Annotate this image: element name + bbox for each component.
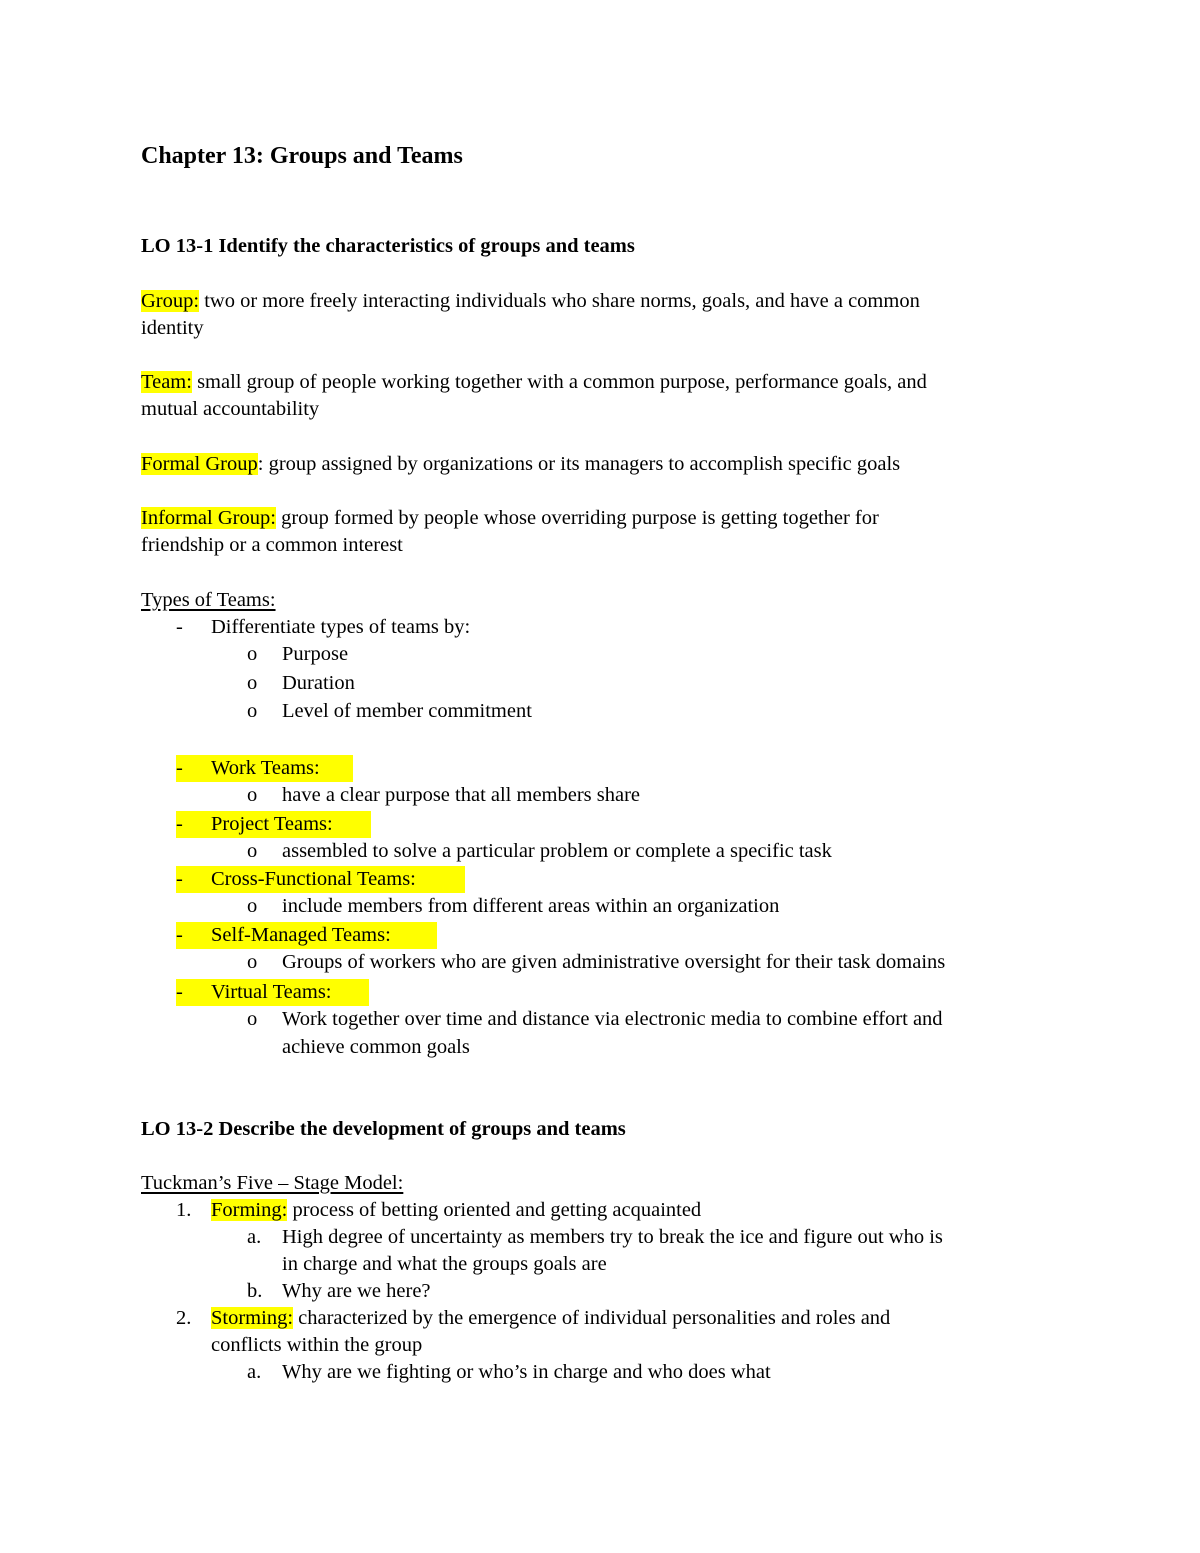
team-description-continuation: achieve common goals — [282, 1036, 470, 1058]
team-type-virtual-teams: - Virtual Teams: — [176, 979, 369, 1006]
stage-name-highlight: Forming: — [211, 1199, 288, 1221]
sub-item: Why are we fighting or who’s in charge and who does what — [282, 1361, 771, 1383]
team-description: assembled to solve a particular problem or complete a specific task — [282, 840, 832, 862]
sub-item: Why are we here? — [282, 1280, 431, 1302]
bullet-marker: o — [247, 784, 258, 806]
team-type-project-teams: - Project Teams: — [176, 811, 371, 838]
definition-continuation: identity — [141, 317, 204, 339]
team-type-cross-functional-teams: - Cross-Functional Teams: — [176, 866, 465, 893]
bullet-marker: o — [247, 951, 258, 973]
team-description: have a clear purpose that all members share — [282, 784, 641, 806]
stage-number: 2. — [176, 1307, 192, 1329]
definition-text: small group of people working together with a common purpose, performance goals, and — [191, 371, 927, 393]
term-informal-group: Informal Group: — [141, 507, 276, 529]
team-type-work-teams: - Work Teams: — [176, 755, 353, 782]
definition-continuation: friendship or a common interest — [141, 534, 403, 556]
bullet-marker: o — [247, 1008, 258, 1030]
sub-item: High degree of uncertainty as members try to break the ice and figure out who is — [282, 1226, 943, 1248]
definition-text: group assigned by organizations or its managers to accomplish specific goals — [263, 453, 901, 475]
section-heading-lo-13-2: LO 13-2 Describe the development of groups and teams — [141, 1118, 626, 1140]
stage-description-continuation: conflicts within the group — [211, 1334, 423, 1356]
dash-marker: - — [176, 616, 183, 638]
page-title: Chapter 13: Groups and Teams — [141, 143, 463, 169]
term-group: Group: — [141, 290, 200, 312]
differentiate-text: Differentiate types of teams by: — [211, 616, 471, 638]
definition-formal-group: Formal Group: group assigned by organizations or its managers to accomplish specific goals — [141, 453, 901, 475]
definition-team — [141, 369, 927, 396]
tuckman-model-heading: Tuckman’s Five – Stage Model: — [141, 1172, 404, 1194]
stage-name-highlight: Storming: — [211, 1307, 294, 1329]
definition-group — [141, 288, 920, 315]
bullet-marker: o — [247, 840, 258, 862]
bullet-marker: o — [247, 672, 258, 694]
criterion-item: Level of member commitment — [282, 700, 532, 722]
criterion-item: Purpose — [282, 643, 349, 665]
team-description: Groups of workers who are given administrative oversight for their task domains — [282, 951, 946, 973]
bullet-marker: o — [247, 700, 258, 722]
definition-informal-group — [141, 505, 879, 532]
sub-letter: b. — [247, 1280, 263, 1302]
criterion-item: Duration — [282, 672, 355, 694]
types-of-teams-heading: Types of Teams: — [141, 589, 276, 611]
sub-letter: a. — [247, 1361, 262, 1383]
term-formal-group: Formal Group — [141, 453, 258, 475]
bullet-marker: o — [247, 895, 258, 917]
stage-forming: Forming: process of betting oriented and getting acquainted — [211, 1199, 702, 1221]
team-description: include members from different areas within an organization — [282, 895, 780, 917]
term-team: Team: — [141, 371, 192, 393]
stage-number: 1. — [176, 1199, 192, 1221]
definition-text: two or more freely interacting individuals who share norms, goals, and have a common — [199, 290, 920, 312]
team-type-self-managed-teams: - Self-Managed Teams: — [176, 922, 437, 949]
team-description: Work together over time and distance via electronic media to combine effort and — [282, 1008, 943, 1030]
sub-letter: a. — [247, 1226, 262, 1248]
sub-item-continuation: in charge and what the groups goals are — [282, 1253, 607, 1275]
definition-continuation: mutual accountability — [141, 398, 320, 420]
definition-text: group formed by people whose overriding purpose is getting together for — [275, 507, 879, 529]
bullet-marker: o — [247, 643, 258, 665]
stage-storming: Storming: characterized by the emergence of individual personalities and roles and — [211, 1307, 891, 1329]
section-heading-lo-13-1: LO 13-1 Identify the characteristics of groups and teams — [141, 235, 635, 257]
